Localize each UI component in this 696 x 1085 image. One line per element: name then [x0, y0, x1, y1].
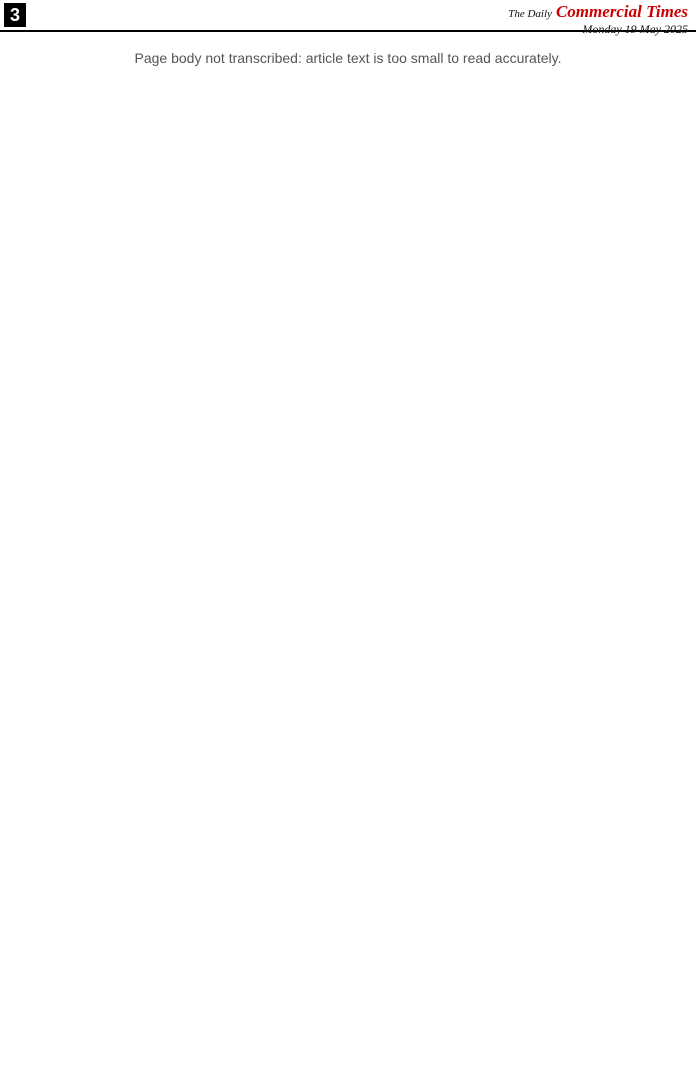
brand	[508, 2, 688, 37]
notice: Page body not transcribed: article text is too small to read accurately.	[134, 50, 562, 66]
masthead	[0, 0, 696, 36]
brand-prefix: The Daily	[508, 8, 552, 20]
issue-date: Monday 19 May 2025	[582, 22, 688, 36]
brand-name: Commercial Times	[555, 2, 688, 21]
page-number: 3	[4, 3, 26, 27]
